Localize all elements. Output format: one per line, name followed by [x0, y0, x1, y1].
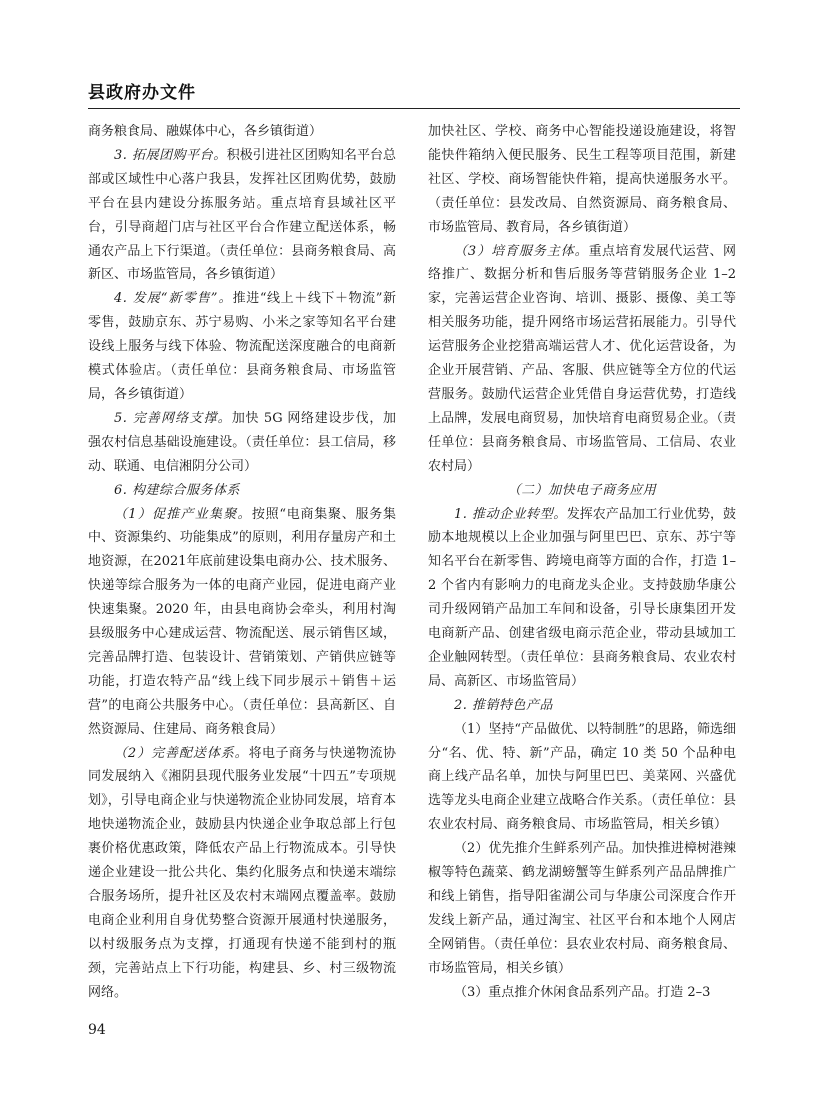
- header-divider: [88, 108, 740, 109]
- document-header-title: 县政府办文件: [88, 83, 196, 103]
- paragraph-heading: 3. 拓展团购平台。: [114, 147, 227, 163]
- paragraph-text: 商务粮食局、融媒体中心，各乡镇街道）: [88, 124, 323, 139]
- section-heading-text: （二）加快电子商务应用: [507, 482, 657, 498]
- paragraph-heading: （3）培育服务主体。: [454, 243, 589, 259]
- paragraph-text: （1）坚持“产品做优、以特制胜”的思路，筛选细分“名、优、特、新”产品，确定 10 类 50 个品种电商上线产品名单，加快与阿里巴巴、美菜网、兴盛优选等龙头电商企业建立战略合作关系。（责任单位：县农业农村局、商务粮食局、市场监管局，相关乡镇）: [428, 721, 736, 833]
- paragraph: [428, 981, 736, 1005]
- paragraph: [88, 144, 396, 287]
- paragraph-text: 重点培育发展代运营、网络推广、数据分析和售后服务等营销服务企业 1–2 家，完善运营企业咨询、培训、摄影、摄像、美工等相关服务功能，提升网络市场运营拓展能力。引导代运营服务企业挖猎高端运营人才、优化运营设备，为企业开展营销、产品、客服、供应链等全方位的代运营服务。鼓励代运营企业凭借自身运营优势，打造线上品牌，发展电商贸易，加快培育电商贸易企业。（责任单位：县商务粮食局、市场监管局、工信局、农业农村局）: [428, 243, 736, 474]
- page-number: 94: [88, 1022, 106, 1038]
- paragraph-text: 加快社区、学校、商务中心智能投递设施建设，将智能快件箱纳入便民服务、民生工程等项目范围，新建社区、学校、商场智能快件箱，提高快递服务水平。（责任单位：县发改局、自然资源局、商务粮食局、市场监管局、教育局，各乡镇街道）: [428, 124, 736, 235]
- paragraph: [88, 503, 396, 742]
- paragraph: [428, 503, 736, 694]
- paragraph-text: 积极引进社区团购知名平台总部或区域性中心落户我县，发挥社区团购优势，鼓励平台在县内建设分拣服务站。重点培育县域社区平台，引导商超门店与社区平台合作建立配送体系，畅通农产品上下行渠道。（责任单位：县商务粮食局、高新区、市场监管局，各乡镇街道）: [88, 147, 396, 283]
- paragraph: [428, 120, 736, 240]
- paragraph: [88, 120, 396, 144]
- paragraph-text: （3）重点推介休闲食品系列产品。打造 2–3: [454, 984, 711, 1000]
- paragraph-heading: 4. 发展“新零售”。: [114, 291, 233, 307]
- paragraph: [88, 479, 396, 503]
- paragraph-text: 推进“线上＋线下＋物流”新零售，鼓励京东、苏宁易购、小米之家等知名平台建设线上服务与线下体验、物流配送深度融合的电商新模式体验店。（责任单位：县商务粮食局、市场监管局，各乡镇街道）: [88, 291, 397, 402]
- paragraph-text: 将电子商务与快递物流协同发展纳入《湘阴县现代服务业发展“十四五”专项规划》，引导电商企业与快递物流企业协同发展，培育本地快递物流企业，鼓励县内快递企业争取总部上行包裹价格优惠政策，降低农产品上行物流成本。引导快递企业建设一批公共化、集约化服务点和快递末端综合服务场所，提升社区及农村末端网点覆盖率。鼓励电商企业利用自身优势整合资源开展通村快递服务，以村级服务点为支撑，打通现有快递不能到村的瓶颈，完善站点上下行功能，构建县、乡、村三级物流网络。: [88, 745, 396, 1000]
- paragraph: [88, 287, 396, 407]
- right-text-column: [428, 120, 736, 1005]
- subsection-heading: 6. 构建综合服务体系: [114, 482, 241, 498]
- paragraph-heading: 5. 完善网络支撑。: [114, 410, 232, 426]
- paragraph-heading: （1）促推产业集聚。: [114, 506, 252, 522]
- paragraph: [88, 407, 396, 479]
- paragraph: [428, 718, 736, 838]
- paragraph: [88, 742, 396, 1005]
- paragraph-text: 加快 5G 网络建设步伐，加强农村信息基础设施建设。（责任单位：县工信局，移动、联通、电信湘阴分公司）: [88, 410, 396, 474]
- paragraph-heading: 1. 推动企业转型。: [454, 506, 567, 522]
- subsection-heading: 2. 推销特色产品: [454, 697, 554, 713]
- left-text-column: [88, 120, 396, 1005]
- paragraph: [428, 837, 736, 980]
- paragraph-text: （2）优先推介生鲜系列产品。加快推进樟树港辣椒等特色蔬菜、鹤龙湖螃蟹等生鲜系列产品品牌推广和线上销售，指导阳雀湖公司与华康公司深度合作开发线上新产品，通过淘宝、社区平台和本地个人网店全网销售。（责任单位：县农业农村局、商务粮食局、市场监管局，相关乡镇）: [428, 841, 736, 976]
- paragraph-text: 发挥农产品加工行业优势，鼓励本地规模以上企业加强与阿里巴巴、京东、苏宁等知名平台在新零售、跨境电商等方面的合作，打造 1–2 个省内有影响力的电商龙头企业。支持鼓励华康公司升级网销产品加工车间和设备，引导长康集团开发电商新产品、创建省级电商示范企业，带动县域加工企业触网转型。（责任单位：县商务粮食局、农业农村局、高新区、市场监管局）: [428, 506, 736, 689]
- section-heading: [428, 479, 736, 503]
- paragraph-heading: （2）完善配送体系。: [114, 745, 249, 761]
- paragraph: [428, 240, 736, 479]
- paragraph: [428, 694, 736, 718]
- paragraph-text: 按照“电商集聚、服务集中、资源集约、功能集成”的原则，利用存量房产和土地资源，在2021年底前建设集电商办公、技术服务、快递等综合服务为一体的电商产业园，促进电商产业快速集聚。2020 年，由县电商协会牵头，利用村淘县级服务中心建成运营、物流配送、展示销售区域，完善品牌打造、包装设计、营销策划、产销供应链等功能，打造农特产品“线上线下同步展示＋销售＋运营”的电商公共服务中心。（责任单位：县高新区、自然资源局、住建局、商务粮食局）: [88, 506, 396, 737]
